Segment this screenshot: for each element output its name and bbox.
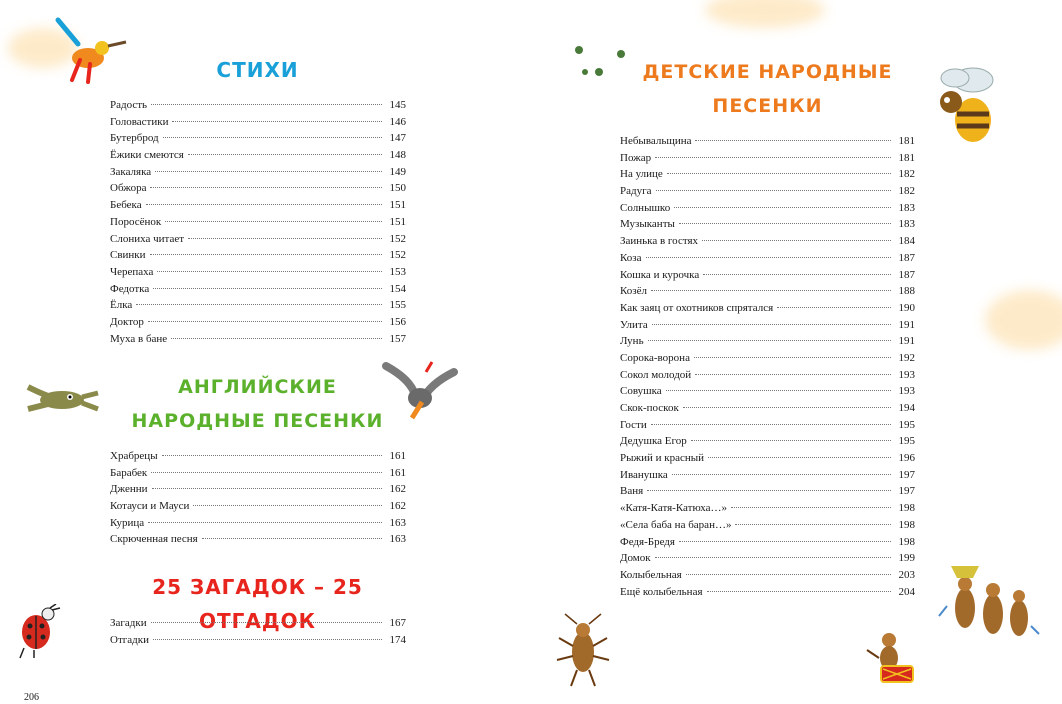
dot-leader [702, 240, 891, 241]
section-title-english-songs [110, 370, 405, 438]
toc-entry-page: 204 [898, 585, 915, 598]
toc-entry-title: Солнышко [620, 201, 671, 214]
toc-entry-page: 182 [898, 185, 915, 198]
toc-entry-page: 197 [898, 485, 915, 498]
dot-leader [703, 274, 891, 275]
toc-entry [110, 197, 406, 214]
toc-entry-title: Барабек [110, 466, 148, 479]
toc-entry-title: Отгадки [110, 633, 149, 646]
toc-entry-page: 152 [389, 232, 406, 245]
toc-entry [110, 632, 406, 649]
toc-entry [110, 615, 406, 632]
toc-entry-title: Муха в бане [110, 332, 168, 345]
dot-leader [153, 639, 382, 640]
toc-entry-page: 163 [389, 516, 406, 529]
dot-leader [695, 374, 891, 375]
toc-entry-title: Колыбельная [620, 568, 682, 581]
toc-entry-page: 146 [389, 115, 406, 128]
toc-entry-page: 153 [389, 265, 406, 278]
toc-list-folk-songs [620, 133, 915, 600]
dot-leader [162, 455, 382, 456]
dot-leader [679, 223, 891, 224]
dot-leader [148, 321, 382, 322]
toc-entry-page: 162 [389, 483, 406, 496]
toc-entry [110, 264, 406, 281]
toc-entry-title: Козёл [620, 285, 648, 298]
toc-entry [110, 97, 406, 114]
toc-entry-title: Заинька в гостях [620, 235, 699, 248]
dot-leader [188, 238, 382, 239]
dot-leader [155, 171, 382, 172]
toc-entry [620, 250, 915, 267]
toc-entry [620, 417, 915, 434]
dot-leader [188, 154, 382, 155]
sparrow-icon [22, 375, 102, 425]
page-number: 206 [24, 692, 39, 703]
toc-entry-page: 156 [389, 315, 406, 328]
toc-entry-title: Котауси и Мауси [110, 500, 190, 513]
toc-entry-title: Слониха читает [110, 232, 185, 245]
toc-entry [620, 283, 915, 300]
dot-leader [777, 307, 891, 308]
toc-entry-page: 147 [389, 132, 406, 145]
dot-leader [655, 557, 891, 558]
dot-leader [666, 390, 891, 391]
title-line: 25 ЗАГАДОК – 25 ОТГАДОК [152, 575, 363, 633]
toc-entry-page: 203 [898, 568, 915, 581]
toc-entry-title: Поросёнок [110, 215, 162, 228]
toc-entry-title: Закаляка [110, 165, 152, 178]
toc-entry-page: 181 [898, 151, 915, 164]
toc-entry [620, 567, 915, 584]
dot-leader [646, 257, 891, 258]
toc-entry-title: Иванушка [620, 468, 668, 481]
toc-entry [110, 130, 406, 147]
dot-leader [707, 591, 891, 592]
toc-entry [620, 550, 915, 567]
toc-entry [110, 147, 406, 164]
dot-leader [695, 140, 891, 141]
toc-entry [620, 183, 915, 200]
toc-entry [620, 517, 915, 534]
toc-entry-title: Бутерброд [110, 132, 159, 145]
dot-leader [683, 407, 891, 408]
toc-entry-title: Скок-поскок [620, 402, 679, 414]
toc-entry-page: 191 [898, 318, 915, 331]
toc-entry-title: Сокол молодой [620, 368, 692, 381]
dot-leader [656, 190, 892, 191]
dot-leader [150, 254, 382, 255]
dot-leader [153, 288, 382, 289]
toc-entry-page: 181 [898, 135, 915, 147]
toc-entry [110, 481, 406, 498]
toc-entry-title: Обжора [110, 182, 147, 195]
toc-entry [110, 314, 406, 331]
title-line: СТИХИ [216, 58, 299, 82]
toc-entry-page: 152 [389, 249, 406, 262]
toc-entry-page: 199 [898, 552, 915, 565]
toc-entry-page: 161 [389, 466, 406, 479]
title-line: НАРОДНЫЕ ПЕСЕНКИ [131, 410, 384, 432]
toc-entry [110, 281, 406, 298]
toc-entry-title: Гости [620, 418, 647, 431]
toc-entry [620, 433, 915, 450]
dot-leader [193, 505, 382, 506]
toc-entry [620, 450, 915, 467]
toc-entry-page: 193 [898, 385, 915, 398]
toc-entry-title: «Села баба на баран…» [620, 518, 732, 531]
toc-entry-page: 154 [389, 282, 406, 295]
toc-entry-title: Федотка [110, 282, 150, 295]
toc-entry-title: Черепаха [110, 265, 154, 278]
right-page [531, 0, 1062, 704]
toc-entry-page: 167 [389, 617, 406, 629]
toc-entry [620, 133, 915, 150]
dot-leader [150, 187, 382, 188]
toc-entry-page: 148 [389, 149, 406, 162]
toc-entry-page: 151 [389, 199, 406, 212]
cockroach-icon [553, 612, 613, 688]
toc-entry-title: Ёлка [110, 299, 133, 312]
toc-entry-page: 145 [389, 99, 406, 111]
cockroach-band-icon [935, 556, 1041, 652]
toc-entry-title: Кошка и курочка [620, 268, 700, 281]
toc-entry-page: 151 [389, 215, 406, 228]
toc-entry-page: 194 [898, 402, 915, 414]
toc-entry-title: Скрюченная песня [110, 533, 198, 546]
toc-entry [620, 216, 915, 233]
toc-entry-page: 163 [389, 533, 406, 546]
toc-entry-page: 191 [898, 335, 915, 348]
dot-leader [152, 488, 382, 489]
dot-leader [171, 338, 382, 339]
toc-entry-page: 198 [898, 535, 915, 548]
toc-entry-page: 187 [898, 251, 915, 264]
toc-entry-title: Радость [110, 99, 148, 111]
flies-icon [571, 42, 635, 82]
toc-entry-title: Свинки [110, 249, 146, 262]
title-line: АНГЛИЙСКИЕ [178, 376, 337, 398]
dot-leader [151, 622, 382, 623]
toc-entry-page: 150 [389, 182, 406, 195]
toc-entry-page: 197 [898, 468, 915, 481]
dot-leader [651, 424, 891, 425]
toc-entry-title: Бебека [110, 199, 142, 212]
toc-entry-title: Лунь [620, 335, 644, 348]
toc-entry [110, 247, 406, 264]
dot-leader [674, 207, 891, 208]
dot-leader [731, 507, 891, 508]
toc-list-riddles [110, 615, 406, 648]
toc-entry-title: Ещё колыбельная [620, 585, 703, 598]
toc-entry [110, 164, 406, 181]
toc-entry [620, 483, 915, 500]
toc-entry-page: 196 [898, 452, 915, 465]
toc-entry [620, 233, 915, 250]
toc-entry-title: Федя-Бредя [620, 535, 675, 548]
toc-entry [620, 500, 915, 517]
dot-leader [735, 524, 891, 525]
dot-leader [648, 340, 891, 341]
dot-leader [655, 157, 891, 158]
toc-entry-title: Храбрецы [110, 450, 158, 462]
dot-leader [691, 440, 891, 441]
dot-leader [708, 457, 891, 458]
toc-entry [620, 317, 915, 334]
dot-leader [172, 121, 382, 122]
toc-entry [620, 383, 915, 400]
dot-leader [652, 324, 891, 325]
dot-leader [686, 574, 891, 575]
toc-entry-page: 157 [389, 332, 406, 345]
toc-entry [620, 467, 915, 484]
bird-icon [50, 14, 130, 84]
toc-entry-page: 195 [898, 435, 915, 448]
toc-entry-page: 183 [898, 201, 915, 214]
toc-entry-title: Совушка [620, 385, 662, 398]
toc-entry-title: Радуга [620, 185, 652, 198]
toc-entry-page: 161 [389, 450, 406, 462]
toc-entry-page: 198 [898, 518, 915, 531]
toc-entry-page: 182 [898, 168, 915, 181]
toc-entry [620, 200, 915, 217]
title-line: ДЕТСКИЕ НАРОДНЫЕ [642, 61, 893, 83]
toc-entry-page: 187 [898, 268, 915, 281]
crow-icon [382, 358, 458, 420]
ladybug-icon [12, 604, 64, 660]
toc-list-english-songs [110, 448, 406, 548]
toc-entry-title: Курица [110, 516, 145, 529]
toc-entry [620, 333, 915, 350]
drummer-bug-icon [861, 628, 925, 686]
toc-entry-page: 184 [898, 235, 915, 248]
toc-entry-title: Музыканты [620, 218, 675, 231]
dot-leader [694, 357, 891, 358]
toc-entry-title: Головастики [110, 115, 169, 128]
toc-entry [620, 367, 915, 384]
toc-entry-page: 162 [389, 500, 406, 513]
dot-leader [672, 474, 891, 475]
toc-entry-page: 192 [898, 351, 915, 364]
toc-entry [110, 297, 406, 314]
toc-entry-title: Загадки [110, 617, 147, 629]
toc-entry-title: Ёжики смеются [110, 149, 184, 162]
dot-leader [651, 290, 891, 291]
dot-leader [679, 541, 891, 542]
toc-entry-page: 183 [898, 218, 915, 231]
toc-entry [620, 150, 915, 167]
toc-entry-title: Сорока-ворона [620, 351, 690, 364]
toc-list-stikhi [110, 97, 406, 347]
toc-entry-title: Дедушка Егор [620, 435, 687, 448]
toc-entry [620, 534, 915, 551]
dot-leader [136, 304, 382, 305]
dot-leader [151, 472, 382, 473]
dot-leader [667, 173, 891, 174]
dot-leader [163, 137, 382, 138]
toc-entry-title: Доктор [110, 315, 144, 328]
toc-entry [110, 231, 406, 248]
toc-entry [110, 180, 406, 197]
dot-leader [148, 522, 382, 523]
dot-leader [202, 538, 382, 539]
toc-entry [110, 448, 406, 465]
toc-entry [110, 465, 406, 482]
toc-entry-title: Дженни [110, 483, 148, 496]
dot-leader [647, 490, 891, 491]
section-title-stikhi [110, 53, 405, 87]
toc-entry-title: Как заяц от охотников спрятался [620, 301, 774, 314]
toc-entry-page: 149 [389, 165, 406, 178]
toc-entry [620, 166, 915, 183]
toc-entry-page: 195 [898, 418, 915, 431]
toc-entry-page: 190 [898, 301, 915, 314]
toc-entry-title: Ваня [620, 485, 644, 498]
toc-entry-title: Улита [620, 318, 648, 331]
toc-entry-title: На улице [620, 168, 663, 181]
dot-leader [146, 204, 382, 205]
toc-entry-title: Коза [620, 251, 642, 264]
toc-entry [110, 214, 406, 231]
toc-entry [620, 584, 915, 601]
section-title-folk-songs [620, 55, 915, 123]
toc-entry-title: Пожар [620, 151, 652, 164]
toc-entry [620, 350, 915, 367]
toc-entry-page: 188 [898, 285, 915, 298]
toc-entry [110, 515, 406, 532]
toc-entry-page: 198 [898, 502, 915, 515]
toc-entry-title: Домок [620, 552, 651, 565]
toc-entry [620, 267, 915, 284]
toc-entry [110, 531, 406, 548]
toc-entry [110, 114, 406, 131]
toc-entry [620, 300, 915, 317]
bee-icon [911, 56, 1007, 148]
dot-leader [165, 221, 382, 222]
dot-leader [157, 271, 382, 272]
toc-entry-page: 174 [389, 633, 406, 646]
toc-entry-title: Небывальщина [620, 135, 692, 147]
toc-entry-title: Рыжий и красный [620, 452, 705, 465]
toc-entry [110, 498, 406, 515]
dot-leader [151, 104, 382, 105]
toc-entry [620, 400, 915, 417]
toc-entry-page: 193 [898, 368, 915, 381]
toc-entry-page: 155 [389, 299, 406, 312]
title-line: ПЕСЕНКИ [712, 95, 823, 117]
toc-entry [110, 331, 406, 348]
toc-entry-title: «Катя-Катя-Катюха…» [620, 502, 727, 515]
